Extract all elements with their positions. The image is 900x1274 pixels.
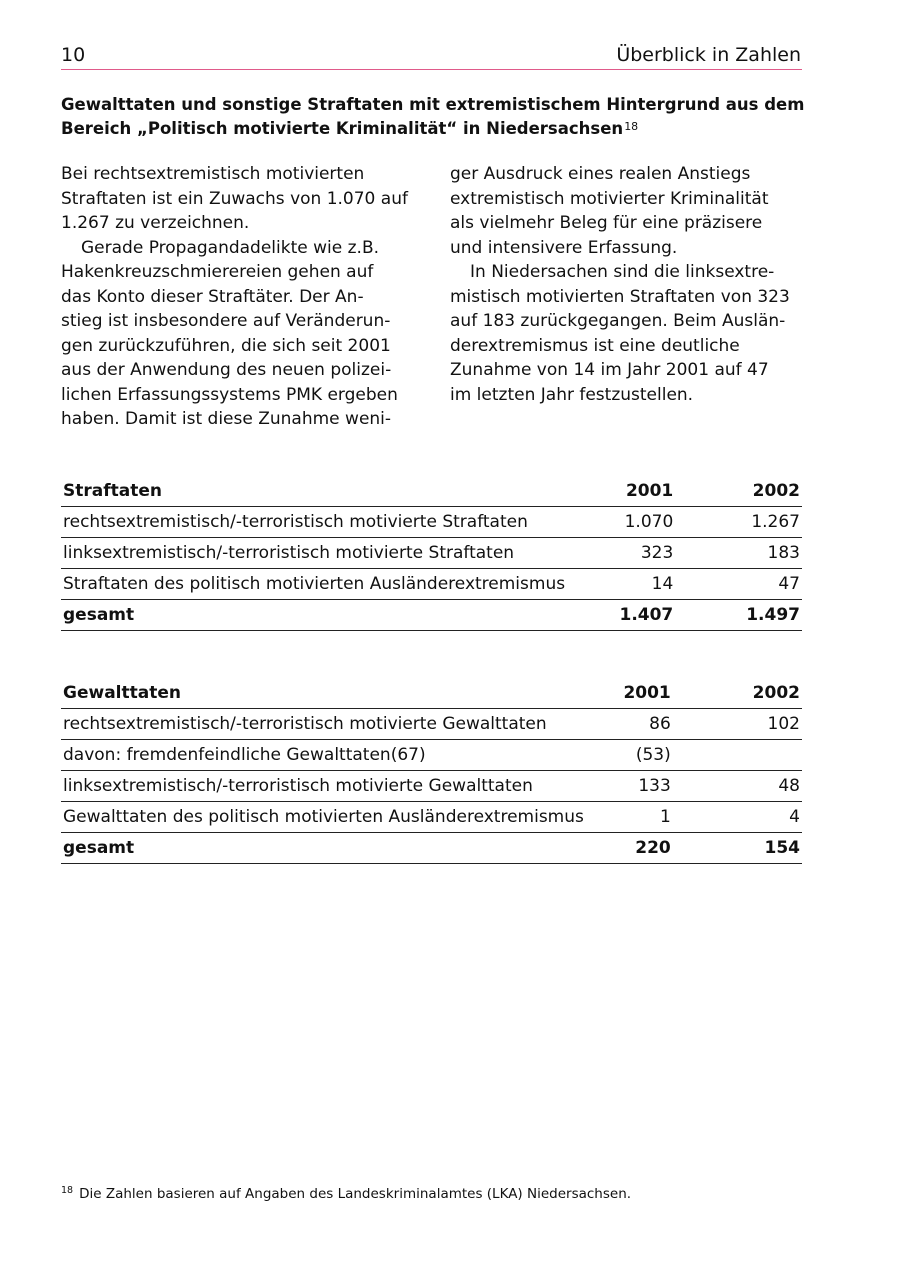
cell-2002: 102 <box>673 709 802 740</box>
row-label: Straftaten des politisch motivierten Ausländerextremismus <box>61 569 617 600</box>
table-row <box>61 771 802 802</box>
cell-2002: 183 <box>675 538 802 569</box>
total-label: gesamt <box>61 600 617 631</box>
cell-2002: 4 <box>673 802 802 833</box>
row-label: davon: fremdenfeindliche Gewalttaten(67) <box>61 740 621 771</box>
body-line: im letzten Jahr festzustellen. <box>450 384 694 405</box>
total-label: gesamt <box>61 833 621 864</box>
cell-2002: 47 <box>675 569 802 600</box>
footnote <box>61 1186 631 1202</box>
body-line: extremistisch motivierter Kriminalität <box>450 188 769 209</box>
total-2001: 1.407 <box>617 600 675 631</box>
page-number: 10 <box>61 44 86 66</box>
row-label: linksextremistisch/-terroristisch motivierte Straftaten <box>61 538 617 569</box>
body-line: stieg ist insbesondere auf Veränderun- <box>61 311 391 331</box>
table-row <box>61 709 802 740</box>
body-line: gen zurückzuführen, die sich seit 2001 <box>61 335 391 356</box>
table-row <box>61 802 802 833</box>
cell-2001: 1 <box>621 802 672 833</box>
body-line: aus der Anwendung des neuen polizei- <box>61 360 392 380</box>
body-column-left <box>61 162 421 432</box>
body-line: das Konto dieser Straftäter. Der An- <box>61 286 364 307</box>
body-line: mistisch motivierten Straftaten von 323 <box>450 286 790 307</box>
body-line: Hakenkreuzschmierereien gehen auf <box>61 262 374 282</box>
straftaten-table <box>61 476 802 631</box>
column-header: 2001 <box>621 678 672 709</box>
body-line: auf 183 zurückgegangen. Beim Auslän- <box>450 311 786 331</box>
cell-2001: (53) <box>621 740 672 771</box>
body-line: haben. Damit ist diese Zunahme weni- <box>61 409 392 429</box>
cell-2002: 1.267 <box>675 507 802 538</box>
table-row <box>61 569 802 600</box>
footnote-text: Die Zahlen basieren auf Angaben des Landeskriminalamtes (LKA) Niedersachsen. <box>79 1186 632 1202</box>
cell-2001: 14 <box>617 569 675 600</box>
body-line: Zunahme von 14 im Jahr 2001 auf 47 <box>450 360 769 380</box>
cell-2001: 86 <box>621 709 672 740</box>
body-line: und intensivere Erfassung. <box>450 237 678 258</box>
cell-2002: 48 <box>673 771 802 802</box>
table-header-row <box>61 476 802 507</box>
body-line: In Niedersachen sind die linksextre- <box>470 262 775 282</box>
body-line: lichen Erfassungssystems PMK ergeben <box>61 384 398 405</box>
column-header: 2001 <box>617 476 675 507</box>
total-2002: 154 <box>673 833 802 864</box>
table-row <box>61 507 802 538</box>
column-header: Straftaten <box>61 476 617 507</box>
column-header: Gewalttaten <box>61 678 621 709</box>
footnote-number: 18 <box>61 1185 74 1196</box>
row-label: rechtsextremistisch/-terroristisch motivierte Gewalttaten <box>61 709 621 740</box>
total-row <box>61 600 802 631</box>
table-header-row <box>61 678 802 709</box>
running-title: Überblick in Zahlen <box>616 44 801 66</box>
body-line: Bei rechtsextremistisch motivierten <box>61 164 365 184</box>
heading-text: Gewalttaten und sonstige Straftaten mit extremistischem Hintergrund aus dem Bereich „Politisch motivierte Kriminalität“ in Niedersachsen <box>61 95 805 138</box>
row-label: linksextremistisch/-terroristisch motivierte Gewalttaten <box>61 771 621 802</box>
body-line: Gerade Propagandadelikte wie z.B. <box>81 237 380 258</box>
total-2002: 1.497 <box>675 600 802 631</box>
row-label: Gewalttaten des politisch motivierten Ausländerextremismus <box>61 802 621 833</box>
cell-2001: 133 <box>621 771 672 802</box>
total-2001: 220 <box>621 833 672 864</box>
table-row <box>61 538 802 569</box>
section-heading <box>61 93 806 141</box>
table-row <box>61 740 802 771</box>
row-label: rechtsextremistisch/-terroristisch motivierte Straftaten <box>61 507 617 538</box>
cell-2001: 323 <box>617 538 675 569</box>
column-header: 2002 <box>673 678 802 709</box>
header-rule <box>61 69 802 70</box>
body-column-right <box>450 162 810 407</box>
body-line: 1.267 zu verzeichnen. <box>61 213 250 233</box>
body-line: Straftaten ist ein Zuwachs von 1.070 auf <box>61 188 408 209</box>
cell-2001: 1.070 <box>617 507 675 538</box>
cell-2002 <box>673 740 802 771</box>
body-line: ger Ausdruck eines realen Anstiegs <box>450 164 751 184</box>
total-row <box>61 833 802 864</box>
body-line: als vielmehr Beleg für eine präzisere <box>450 213 763 233</box>
column-header: 2002 <box>675 476 802 507</box>
body-line: derextremismus ist eine deutliche <box>450 335 740 356</box>
gewalttaten-table <box>61 678 802 864</box>
footnote-ref: 18 <box>624 120 639 133</box>
